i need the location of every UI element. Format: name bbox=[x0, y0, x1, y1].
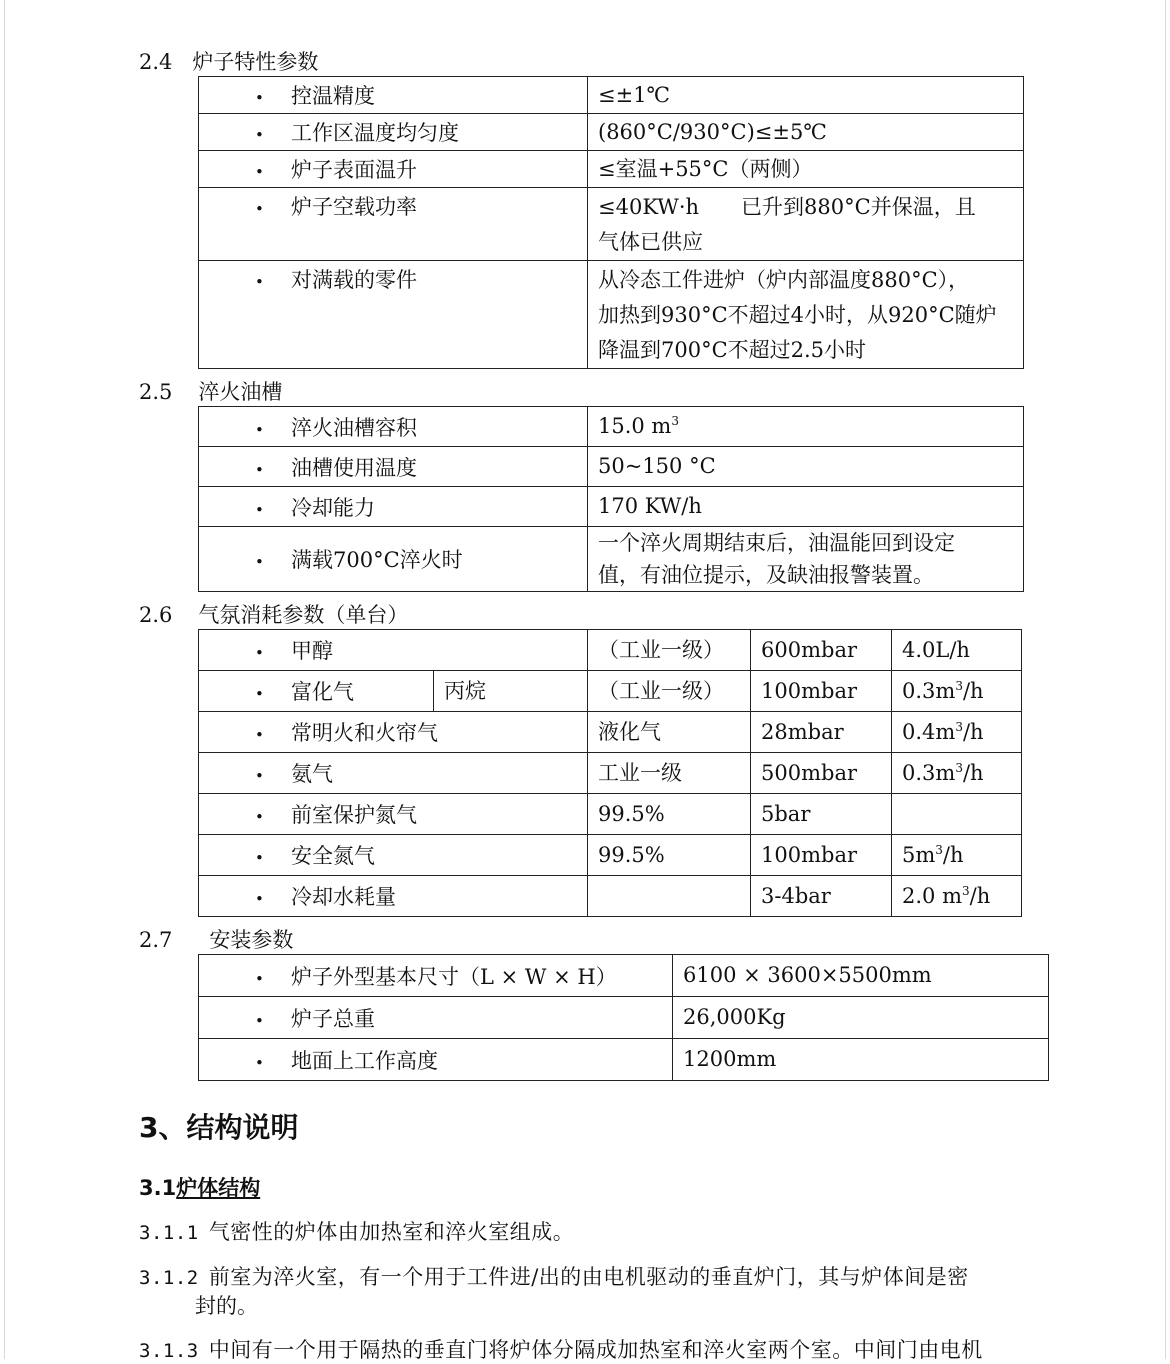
row-label: 满载700°C淬火时 bbox=[291, 548, 463, 572]
row-label: 炉子总重 bbox=[291, 1006, 375, 1031]
pressure-cell: 600mbar bbox=[751, 630, 892, 671]
paragraph-number: 3.1.3 bbox=[139, 1340, 199, 1362]
row-label: 冷却水耗量 bbox=[291, 885, 396, 909]
bullet-icon: • bbox=[255, 126, 264, 144]
row-value: (860°C/930°C)≤±5℃ bbox=[588, 114, 1024, 151]
row-label-cell bbox=[199, 407, 588, 447]
value-line: 一个淬火周期结束后，油温能回到设定 bbox=[598, 531, 955, 555]
paragraph-number: 3.1.2 bbox=[139, 1267, 199, 1289]
table-row bbox=[199, 955, 1049, 997]
row-label-cell bbox=[199, 671, 434, 712]
bullet-icon: • bbox=[255, 808, 264, 826]
pressure-cell: 500mbar bbox=[751, 753, 892, 794]
flow-text: 0.4m bbox=[902, 719, 956, 744]
row-label-cell bbox=[199, 835, 588, 876]
table-row bbox=[199, 188, 1024, 261]
value-line: 气体已供应 bbox=[598, 230, 703, 254]
flow-text: 0.3m bbox=[902, 760, 956, 785]
value-line: 降温到700°C不超过2.5小时 bbox=[598, 338, 867, 362]
row-label: 常明火和火帘气 bbox=[291, 721, 438, 745]
flow-cell bbox=[892, 876, 1022, 917]
paragraph-number: 3.1.1 bbox=[139, 1222, 199, 1244]
pressure-cell: 3-4bar bbox=[751, 876, 892, 917]
row-label-cell bbox=[199, 955, 673, 997]
row-label: 甲醇 bbox=[291, 639, 333, 663]
paragraph-text: 气密性的炉体由加热室和淬火室组成。 bbox=[208, 1220, 575, 1244]
row-value: 1200mm bbox=[673, 1039, 1049, 1081]
flow-text: 5m bbox=[902, 842, 936, 867]
table-row bbox=[199, 997, 1049, 1039]
section-title: 淬火油槽 bbox=[198, 380, 283, 404]
section-number: 2.7 bbox=[139, 928, 173, 952]
table-row bbox=[199, 407, 1024, 447]
bullet-icon: • bbox=[255, 685, 264, 703]
table-row bbox=[199, 753, 1022, 794]
paragraph-continuation: 封的。 bbox=[195, 1294, 258, 1318]
flow-unit: /h bbox=[969, 883, 991, 908]
flow-unit: /h bbox=[962, 678, 984, 703]
row-label: 控温精度 bbox=[291, 84, 375, 108]
row-label: 炉子表面温升 bbox=[291, 158, 417, 182]
table-row bbox=[199, 447, 1024, 487]
table-row bbox=[199, 77, 1024, 114]
pressure-cell: 5bar bbox=[751, 794, 892, 835]
row-value: 170 KW/h bbox=[588, 487, 1024, 527]
flow-text: 2.0 m bbox=[902, 883, 962, 908]
page-edge-right bbox=[1165, 0, 1166, 1359]
paragraph bbox=[139, 1261, 969, 1291]
flow-cell bbox=[892, 671, 1022, 712]
row-label: 淬火油槽容积 bbox=[291, 415, 417, 440]
row-value: ≤±1℃ bbox=[588, 77, 1024, 114]
flow-cell bbox=[892, 835, 1022, 876]
row-label-cell bbox=[199, 876, 588, 917]
section-title: 安装参数 bbox=[209, 928, 294, 952]
paragraph bbox=[139, 1216, 574, 1246]
section-number: 2.5 bbox=[139, 380, 173, 404]
superscript: 3 bbox=[935, 842, 943, 857]
row-label-cell bbox=[199, 997, 673, 1039]
bullet-icon: • bbox=[255, 200, 264, 218]
subsection-title: 炉体结构 bbox=[176, 1176, 261, 1200]
bullet-icon: • bbox=[255, 1053, 264, 1072]
flow-unit: /h bbox=[942, 842, 964, 867]
superscript: 3 bbox=[955, 678, 963, 693]
row-label: 工作区温度均匀度 bbox=[291, 121, 459, 145]
table-row bbox=[199, 712, 1022, 753]
bullet-icon: • bbox=[255, 553, 264, 571]
spec-table-2-5 bbox=[198, 406, 1024, 592]
table-row bbox=[199, 876, 1022, 917]
grade-cell: （工业一级） bbox=[588, 671, 751, 712]
paragraph bbox=[139, 1334, 983, 1364]
superscript: 3 bbox=[955, 719, 963, 734]
section-2-6-heading bbox=[139, 599, 408, 629]
value-line: 从冷态工件进炉（炉内部温度880°C）， bbox=[598, 268, 970, 292]
row-label-cell bbox=[199, 794, 588, 835]
value-line: ≤40KW·h 已升到880°C并保温，且 bbox=[598, 195, 976, 219]
spec-table-2-6 bbox=[198, 629, 1022, 917]
paragraph-text: 前室为淬火室，有一个用于工件进/出的由电机驱动的垂直炉门，其与炉体间是密 bbox=[208, 1265, 969, 1289]
subsection-number: 3.1 bbox=[139, 1176, 177, 1200]
table-row bbox=[199, 114, 1024, 151]
bullet-icon: • bbox=[255, 460, 264, 479]
row-label-cell bbox=[199, 77, 588, 114]
flow-cell bbox=[892, 753, 1022, 794]
flow-cell bbox=[892, 794, 1022, 835]
table-row bbox=[199, 261, 1024, 369]
row-label: 地面上工作高度 bbox=[291, 1048, 438, 1073]
table-row bbox=[199, 630, 1022, 671]
row-value: 50~150 °C bbox=[588, 447, 1024, 487]
paragraph-text: 中间有一个用于隔热的垂直门将炉体分隔成加热室和淬火室两个室。中间门由电机 bbox=[208, 1338, 983, 1362]
section-number: 2.4 bbox=[139, 50, 173, 74]
row-label-cell bbox=[199, 753, 588, 794]
grade-cell: （工业一级） bbox=[588, 630, 751, 671]
bullet-icon: • bbox=[255, 1011, 264, 1030]
row-label-cell bbox=[199, 712, 588, 753]
page-edge-left bbox=[4, 0, 5, 1359]
pressure-cell: 100mbar bbox=[751, 835, 892, 876]
bullet-icon: • bbox=[255, 273, 264, 291]
bullet-icon: • bbox=[255, 726, 264, 744]
bullet-icon: • bbox=[255, 890, 264, 908]
table-row bbox=[199, 835, 1022, 876]
row-label-cell bbox=[199, 447, 588, 487]
row-value: ≤室温+55°C（两侧） bbox=[588, 151, 1024, 188]
row-value bbox=[588, 527, 1024, 592]
row-label: 氨气 bbox=[291, 762, 333, 786]
row-label: 对满载的零件 bbox=[291, 268, 417, 292]
table-row bbox=[199, 151, 1024, 188]
row-value: 6100 × 3600×5500mm bbox=[673, 955, 1049, 997]
grade-cell: 99.5% bbox=[588, 794, 751, 835]
row-label-cell bbox=[199, 261, 588, 369]
grade-cell: 工业一级 bbox=[588, 753, 751, 794]
flow-cell bbox=[892, 712, 1022, 753]
row-label: 冷却能力 bbox=[291, 495, 375, 520]
section-title: 炉子特性参数 bbox=[192, 50, 319, 74]
row-label-cell bbox=[199, 1039, 673, 1081]
bullet-icon: • bbox=[255, 849, 264, 867]
grade-cell: 液化气 bbox=[588, 712, 751, 753]
row-label: 炉子空载功率 bbox=[291, 195, 417, 219]
row-label-cell bbox=[199, 630, 588, 671]
value-line: 值，有油位提示，及缺油报警装置。 bbox=[598, 563, 934, 587]
bullet-icon: • bbox=[255, 969, 264, 988]
superscript: 3 bbox=[671, 414, 679, 428]
table-row bbox=[199, 1039, 1049, 1081]
table-row bbox=[199, 671, 1022, 712]
bullet-icon: • bbox=[255, 767, 264, 785]
row-label-cell bbox=[199, 527, 588, 592]
subsection-heading bbox=[139, 1172, 260, 1202]
superscript: 3 bbox=[955, 760, 963, 775]
bullet-icon: • bbox=[255, 163, 264, 181]
row-label-cell bbox=[199, 151, 588, 188]
row-value bbox=[588, 188, 1024, 261]
flow-unit: /h bbox=[962, 760, 984, 785]
bullet-icon: • bbox=[255, 420, 264, 439]
value-line: 加热到930°C不超过4小时，从920°C随炉 bbox=[598, 303, 997, 327]
pressure-cell: 28mbar bbox=[751, 712, 892, 753]
grade-cell bbox=[588, 876, 751, 917]
row-label: 富化气 bbox=[291, 680, 354, 704]
flow-cell: 4.0L/h bbox=[892, 630, 1022, 671]
section-2-4-heading bbox=[139, 46, 318, 76]
row-value: 26,000Kg bbox=[673, 997, 1049, 1039]
sub-label-cell: 丙烷 bbox=[434, 671, 588, 712]
row-label: 安全氮气 bbox=[291, 844, 375, 868]
row-value bbox=[588, 407, 1024, 447]
row-label-cell bbox=[199, 487, 588, 527]
grade-cell: 99.5% bbox=[588, 835, 751, 876]
section-title: 气氛消耗参数（单台） bbox=[198, 603, 409, 627]
bullet-icon: • bbox=[255, 89, 264, 107]
chapter-heading: 3、结构说明 bbox=[139, 1111, 299, 1144]
flow-text: 0.3m bbox=[902, 678, 956, 703]
pressure-cell: 100mbar bbox=[751, 671, 892, 712]
table-row bbox=[199, 527, 1024, 592]
spec-table-2-4 bbox=[198, 76, 1024, 369]
bullet-icon: • bbox=[255, 500, 264, 519]
row-value bbox=[588, 261, 1024, 369]
section-2-7-heading bbox=[139, 924, 293, 954]
table-row bbox=[199, 487, 1024, 527]
row-label: 前室保护氮气 bbox=[291, 803, 417, 827]
spec-table-2-7 bbox=[198, 954, 1049, 1081]
section-number: 2.6 bbox=[139, 603, 173, 627]
row-label: 油槽使用温度 bbox=[291, 455, 417, 480]
flow-unit: /h bbox=[962, 719, 984, 744]
row-label: 炉子外型基本尺寸（L × W × H） bbox=[291, 964, 617, 989]
superscript: 3 bbox=[962, 883, 970, 898]
row-label-cell bbox=[199, 114, 588, 151]
value-text: 15.0 m bbox=[598, 414, 672, 438]
section-2-5-heading bbox=[139, 376, 282, 406]
row-label-cell bbox=[199, 188, 588, 261]
table-row bbox=[199, 794, 1022, 835]
bullet-icon: • bbox=[255, 644, 264, 662]
